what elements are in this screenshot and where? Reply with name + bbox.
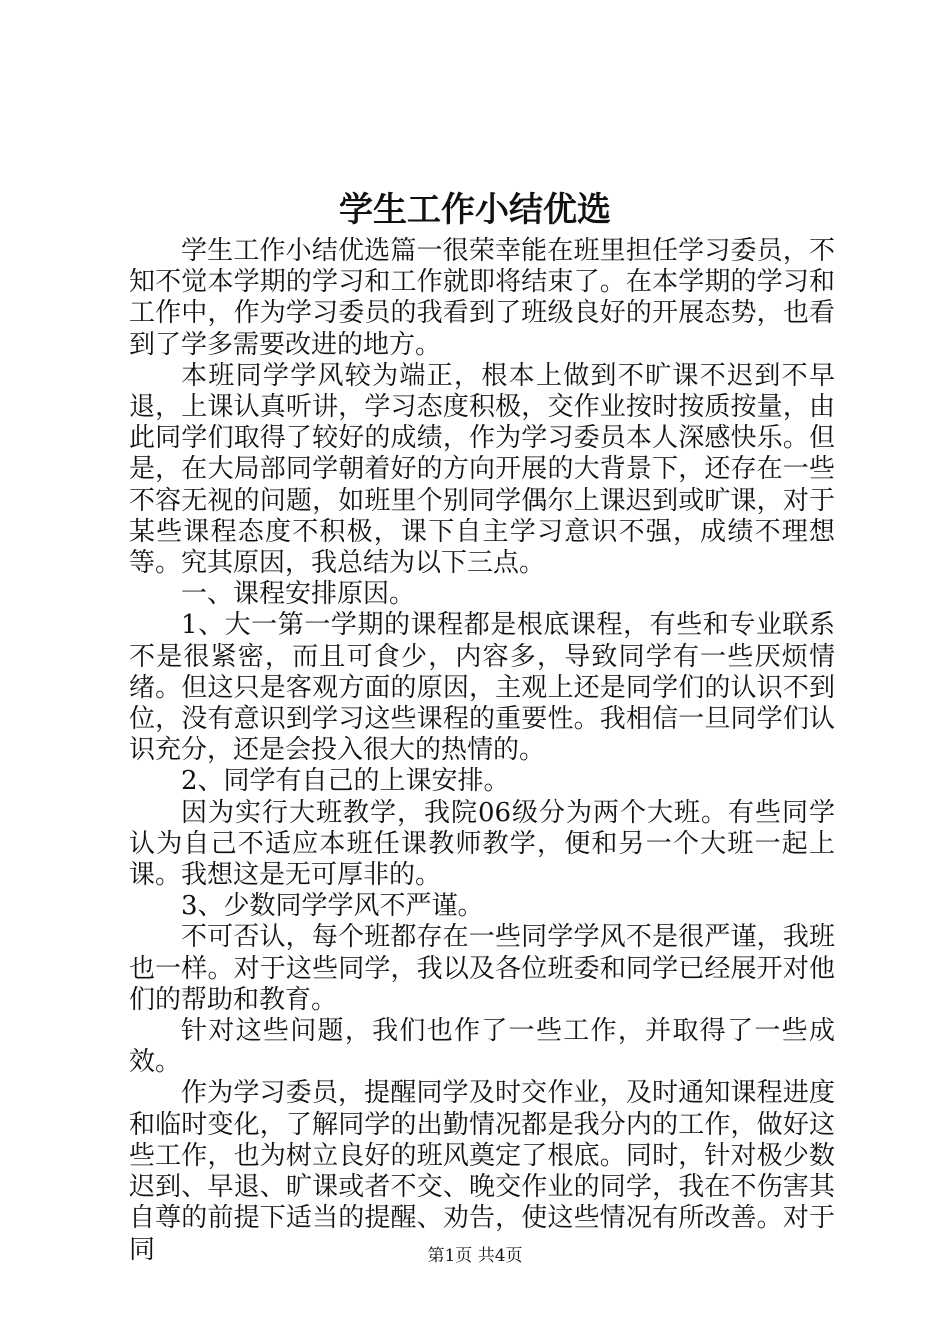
- paragraph-intro: 学生工作小结优选篇一很荣幸能在班里担任学习委员，不知不觉本学期的学习和工作就即将结束了。在本学期的学习和工作中，作为学习委员的我看到了班级良好的开展态势，也看到了学多需要改进的地方。: [129, 236, 835, 360]
- document-title: 学生工作小结优选: [339, 190, 611, 230]
- paragraph-measures: 针对这些问题，我们也作了一些工作，并取得了一些成效。: [129, 1016, 835, 1078]
- paragraph-duties: 作为学习委员，提醒同学及时交作业，及时通知课程进度和临时变化，了解同学的出勤情况都是我分内的工作，做好这些工作，也为树立良好的班风奠定了根底。同时，针对极少数迟到、早退、旷课或者不交、晚交作业的同学，我在不伤害其自尊的前提下适当的提醒、劝告，使这些情况有所改善。对于同: [129, 1078, 835, 1265]
- paragraph-class-study-style: 本班同学学风较为端正，根本上做到不旷课不迟到不早退，上课认真听讲，学习态度积极，交作业按时按质按量，由此同学们取得了较好的成绩，作为学习委员本人深感快乐。但是，在大局部同学朝着好的方向开展的大背景下，还存在一些不容无视的问题，如班里个别同学偶尔上课迟到或旷课，对于某些课程态度不积极，课下自主学习意识不强，成绩不理想等。究其原因，我总结为以下三点。: [129, 360, 835, 579]
- paragraph-point-3-body: 不可否认，每个班都存在一些同学学风不是很严谨，我班也一样。对于这些同学，我以及各位班委和同学已经展开对他们的帮助和教育。: [129, 922, 835, 1015]
- document-body: [129, 236, 835, 1266]
- page-number-footer: 第1页 共4页: [427, 1246, 523, 1266]
- paragraph-point-2-heading: 2、同学有自己的上课安排。: [181, 766, 510, 797]
- paragraph-heading-course-arrangement: 一、课程安排原因。: [181, 579, 416, 610]
- paragraph-point-2-body: 因为实行大班教学，我院06级分为两个大班。有些同学认为自己不适应本班任课教师教学，便和另一个大班一起上课。我想这是无可厚非的。: [129, 797, 835, 891]
- paragraph-point-1: 1、大一第一学期的课程都是根底课程，有些和专业联系不是很紧密，而且可食少，内容多，导致同学有一些厌烦情绪。但这只是客观方面的原因，主观上还是同学们的认识不到位，没有意识到学习这些课程的重要性。我相信一旦同学们认识充分，还是会投入很大的热情的。: [129, 610, 835, 766]
- paragraph-point-3-heading: 3、少数同学学风不严谨。: [181, 891, 484, 922]
